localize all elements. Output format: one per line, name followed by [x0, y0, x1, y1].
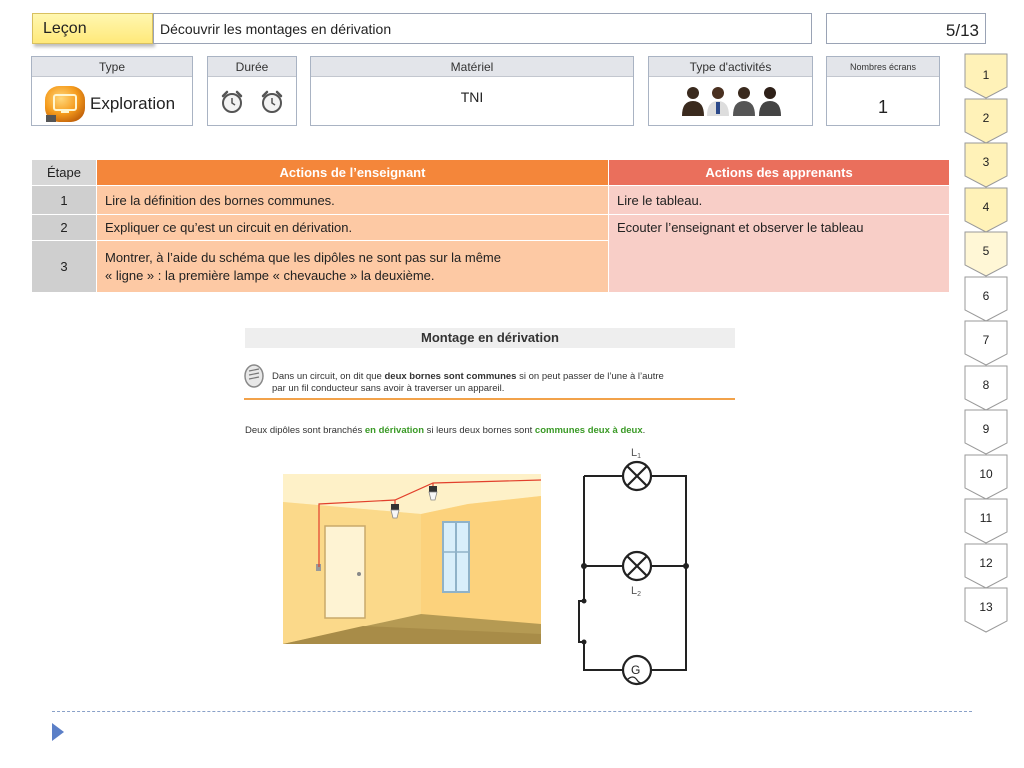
- nav-tab-label: 6: [982, 288, 990, 303]
- learner-action: Ecouter l’enseignant et observer le tableau: [609, 215, 950, 293]
- nav-tab-6[interactable]: [964, 276, 1008, 322]
- lamp-l1-label: [631, 447, 641, 460]
- activity-box: [648, 56, 813, 126]
- material-heading: Matériel: [311, 57, 633, 77]
- generator-label: G: [631, 663, 641, 677]
- footer-divider: [52, 711, 972, 712]
- teacher-action: Lire la définition des bornes communes.: [97, 186, 609, 215]
- type-heading: Type: [32, 57, 192, 77]
- nav-tab-4[interactable]: [964, 187, 1008, 233]
- table-header-row: [32, 160, 950, 186]
- parallel-text-part: .: [642, 425, 646, 436]
- nav-tab-label: 13: [979, 600, 993, 614]
- nav-tab-5[interactable]: [964, 231, 1008, 277]
- lamp-l1-subscript: 1: [637, 453, 642, 460]
- nav-tab-11[interactable]: [964, 498, 1008, 544]
- parallel-text-part: Deux dipôles sont branchés: [245, 425, 365, 436]
- nav-tab-label: 5: [982, 244, 990, 258]
- step-number: 1: [32, 186, 97, 215]
- teacher-action-line: Montrer, à l’aide du schéma que les dipôles ne sont pas sur la même: [105, 249, 501, 265]
- definition-text-part: par un fil conducteur sans avoir à traverser un appareil.: [272, 383, 505, 394]
- column-header-step: Étape: [32, 160, 97, 186]
- type-value: Exploration: [90, 94, 176, 113]
- page-indicator: 5/13: [826, 13, 986, 44]
- lamp-l2-symbol: [623, 552, 651, 580]
- parallel-definition: [245, 425, 745, 436]
- nav-tab-label: 4: [982, 199, 990, 214]
- group-people-icon: [681, 85, 783, 117]
- steps-table: [31, 159, 950, 293]
- nav-tab-label: 9: [982, 422, 990, 436]
- lesson-title: Découvrir les montages en dérivation: [153, 13, 812, 44]
- definition-text-part: si on peut passer de l’une à l’autre: [516, 371, 664, 382]
- definition-bold: deux bornes sont communes: [384, 371, 517, 382]
- definition-text: [272, 371, 737, 395]
- screens-value: 1: [877, 97, 888, 117]
- nav-tab-label: 12: [979, 555, 993, 570]
- lamp-l2-label: [631, 585, 641, 598]
- parallel-highlight: communes deux à deux: [534, 425, 643, 436]
- nav-tab-label: 3: [982, 155, 990, 169]
- alarm-clock-icon: [220, 90, 244, 114]
- nav-tab-label: 7: [982, 333, 990, 347]
- step-number: 2: [32, 215, 97, 241]
- nav-tab-13[interactable]: [964, 587, 1008, 633]
- duration-heading: Durée: [208, 57, 296, 77]
- nav-tab-10[interactable]: [964, 454, 1008, 500]
- teacher-action-line: « ligne » : la première lampe « chevauche » la deuxième.: [105, 267, 435, 283]
- exploration-icon: [44, 85, 86, 123]
- lamp-l1-letter: L: [631, 447, 638, 459]
- parallel-circuit-diagram: [570, 440, 700, 690]
- nav-tab-label: 1: [982, 68, 990, 82]
- screens-box: [826, 56, 940, 126]
- activity-heading: Type d'activités: [649, 57, 812, 77]
- nav-tab-label: 8: [982, 377, 990, 392]
- room-illustration: [283, 474, 541, 644]
- column-header-learner: Actions des apprenants: [609, 160, 950, 186]
- nav-tab-1[interactable]: [964, 53, 1008, 99]
- table-row: [32, 186, 950, 215]
- table-row: [32, 215, 950, 241]
- material-box: [310, 56, 634, 126]
- nav-tab-12[interactable]: [964, 543, 1008, 589]
- parallel-highlight: en dérivation: [364, 425, 425, 436]
- figure-title: Montage en dérivation: [245, 328, 735, 348]
- play-icon[interactable]: [52, 723, 64, 741]
- nav-tab-label: 10: [979, 466, 993, 481]
- nav-tab-label: 11: [979, 511, 993, 525]
- nav-tab-9[interactable]: [964, 409, 1008, 455]
- nav-tab-2[interactable]: [964, 98, 1008, 144]
- type-box: [31, 56, 193, 126]
- step-number: 3: [32, 241, 97, 293]
- lamp-l2-letter: L: [631, 585, 638, 597]
- column-header-teacher: Actions de l’enseignant: [97, 160, 609, 186]
- teacher-action: [97, 241, 609, 293]
- definition-text-part: Dans un circuit, on dit que: [272, 371, 385, 382]
- lamp-l2-subscript: 2: [637, 591, 642, 598]
- duration-box: [207, 56, 297, 126]
- nav-tab-3[interactable]: [964, 142, 1008, 188]
- nav-tab-7[interactable]: [964, 320, 1008, 366]
- parallel-text-part: si leurs deux bornes sont: [424, 425, 535, 436]
- lamp-l1-symbol: [623, 462, 651, 490]
- screens-heading: Nombres écrans: [827, 57, 939, 77]
- lesson-label: Leçon: [32, 13, 153, 44]
- learner-action: Lire le tableau.: [609, 186, 950, 215]
- definition-box: [244, 356, 735, 400]
- material-value: TNI: [460, 89, 484, 105]
- alarm-clock-icon: [260, 90, 284, 114]
- nav-tab-label: 2: [982, 110, 990, 125]
- nav-tab-8[interactable]: [964, 365, 1008, 411]
- book-icon: [244, 362, 266, 388]
- teacher-action: Expliquer ce qu’est un circuit en dérivation.: [97, 215, 609, 241]
